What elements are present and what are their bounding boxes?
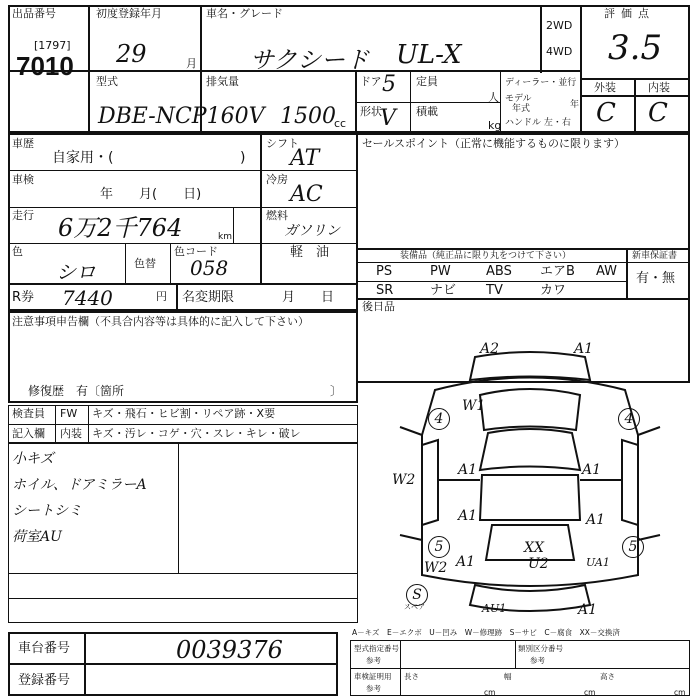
fuel-diesel: 軽 油	[290, 245, 330, 260]
color-value: シロ	[56, 260, 96, 284]
damage-mark: A1	[458, 462, 478, 478]
damage-mark: S	[406, 584, 428, 606]
door-label: ドア	[360, 75, 382, 88]
interior-value: C	[648, 98, 668, 128]
damage-mark: A1	[456, 554, 476, 570]
first-reg-month: 月	[186, 57, 197, 70]
equipment-item: SR	[376, 283, 394, 298]
spare-label: スペア	[404, 603, 425, 611]
ac-label: 冷房	[266, 173, 288, 186]
fw-label: FW	[60, 407, 78, 420]
history-value: 自家用・(	[52, 150, 114, 166]
name-change-value: 月 日	[282, 290, 335, 305]
length-label: 長さ	[404, 672, 419, 681]
inspector-note: 小キズ	[12, 451, 54, 467]
hood	[480, 389, 580, 430]
interior-label: 内装	[648, 81, 670, 94]
model-label: 型式	[96, 75, 118, 88]
name-change-label: 名変期限	[182, 290, 235, 305]
damage-mark: A1	[582, 462, 602, 478]
category-label: 類別区分番号	[518, 644, 563, 653]
after-market-label: 後日品	[362, 300, 395, 313]
length-cm: cm	[484, 688, 496, 697]
model-year-unit: 年	[570, 100, 580, 110]
recycle-label: R券	[12, 290, 35, 305]
height-label: 高さ	[600, 672, 615, 681]
load-unit: kg	[488, 119, 502, 132]
damage-mark: 5	[622, 536, 644, 558]
damage-mark: A2	[480, 341, 500, 357]
damage-mark: UA1	[586, 556, 610, 569]
damage-mark: U2	[528, 556, 549, 572]
color-label: 色	[12, 245, 23, 258]
mileage-label: 走行	[12, 209, 34, 222]
dealer-label: ディーラー・並行	[505, 78, 577, 88]
inspector-note: ホイル、ドアミラーA	[12, 477, 147, 493]
car-damage-diagram	[380, 335, 680, 625]
equipment-item: カワ	[540, 283, 567, 298]
exterior-label: 外装	[594, 81, 616, 94]
designated-label: 型式指定番号	[354, 644, 399, 653]
height-cm: cm	[674, 688, 686, 697]
damage-mark: W1	[462, 398, 486, 414]
lot-label: 出品番号	[12, 7, 56, 20]
inspector-label1: 検査員	[12, 407, 45, 420]
mileage-value: 6万2千764	[58, 214, 183, 242]
history-close: )	[240, 150, 246, 166]
damage-legend: A－キズ E－エクボ U－凹み W－修理跡 S－サビ C－腐食 XX－交換済	[352, 628, 620, 637]
equipment-item: AW	[596, 264, 618, 279]
damage-mark: A1	[586, 512, 606, 528]
reg-label: 登録番号	[18, 673, 71, 688]
inspector-note: シートシミ	[12, 503, 82, 519]
exterior-value: C	[596, 98, 616, 128]
designated-ref: 参考	[366, 656, 381, 665]
damage-mark: A1	[574, 341, 594, 357]
car-name-value: サクシード	[250, 46, 370, 74]
score-value: 3.5	[608, 28, 663, 68]
windshield	[480, 429, 580, 470]
equipment-item: エアB	[540, 264, 575, 279]
equipment-item: TV	[486, 283, 503, 298]
category-ref: 参考	[530, 656, 545, 665]
drive-2wd: 2WD	[546, 19, 573, 32]
model-year-label1: モデル	[505, 94, 532, 104]
remarks-label: 注意事項申告欄（不具合内容等は具体的に記入して下さい）	[12, 315, 309, 328]
cert-ref: 参考	[366, 684, 381, 693]
inspection-value: 年 月( 日)	[100, 187, 202, 202]
equipment-item: PS	[376, 264, 393, 279]
inspector-label2: 記入欄	[12, 427, 45, 440]
fuel-label: 燃料	[266, 209, 288, 222]
chassis-label: 車台番号	[18, 641, 71, 656]
damage-mark: A1	[458, 508, 478, 524]
displacement-unit: cc	[334, 117, 347, 130]
damage-mark: XX	[524, 540, 544, 556]
recycle-unit: 円	[156, 290, 167, 303]
width-cm: cm	[584, 688, 596, 697]
shape-value: V	[380, 106, 396, 131]
damage-mark: AU1	[482, 602, 507, 615]
lot-number: 7010	[16, 51, 74, 81]
roof	[480, 475, 580, 520]
cert-label: 車検証明用	[354, 672, 392, 681]
model-year-label2: 年式	[512, 104, 531, 114]
capacity-unit: 人	[488, 91, 499, 104]
interior-check-text: キズ・汚レ・コゲ・穴・スレ・キレ・破レ	[92, 427, 301, 440]
score-label: 評価点	[604, 7, 655, 20]
inspection-label: 車検	[12, 173, 34, 186]
sales-point-label: セールスポイント（正常に機能するものに限ります）	[362, 137, 626, 150]
mileage-unit: km	[218, 232, 232, 242]
color-code-value: 058	[190, 256, 229, 280]
repair-label: 修復歴 有〔箇所	[28, 384, 125, 398]
history-label: 車歴	[12, 137, 34, 150]
equipment-item: ナビ	[430, 283, 457, 298]
drive-4wd: 4WD	[546, 45, 573, 58]
warranty-value: 有・無	[636, 271, 676, 286]
fw-text: キズ・飛石・ヒビ割・リペア跡・X要	[92, 407, 276, 420]
damage-mark: 4	[428, 408, 450, 430]
width-label: 幅	[504, 672, 512, 681]
color-code-label: 色コード	[174, 245, 218, 258]
damage-mark: W2	[424, 560, 448, 576]
lot-bracket: [1797]	[34, 39, 71, 52]
capacity-label: 定員	[416, 75, 438, 88]
door-value: 5	[382, 72, 396, 97]
grade-value: UL-X	[396, 40, 462, 70]
damage-mark: W2	[392, 472, 416, 488]
chassis-value: 0039376	[176, 636, 283, 664]
equipment-label: 装備品（純正品に限り丸をつけて下さい）	[400, 251, 572, 261]
shape-label: 形状	[360, 105, 382, 118]
model-value: DBE-NCP160V	[98, 104, 265, 129]
first-reg-label: 初度登録年月	[96, 7, 162, 20]
inspector-note: 荷室AU	[12, 529, 62, 545]
recycle-value: 7440	[62, 286, 113, 310]
equipment-item: PW	[430, 264, 451, 279]
damage-mark: A1	[578, 602, 598, 618]
displacement-value: 1500	[280, 104, 336, 129]
equipment-item: ABS	[486, 264, 512, 279]
shift-label: シフト	[266, 137, 299, 150]
warranty-label: 新車保証書	[632, 251, 678, 261]
car-name-label: 車名・グレード	[206, 7, 283, 20]
handle-label: ハンドル 左・右	[505, 118, 571, 128]
shift-value: AT	[290, 146, 320, 171]
repair-close: 〕	[330, 384, 343, 398]
first-reg-value: 29	[116, 40, 147, 68]
displacement-label: 排気量	[206, 75, 239, 88]
fuel-gas: ガソリン	[284, 223, 340, 239]
load-label: 積載	[416, 105, 438, 118]
damage-mark: 4	[618, 408, 640, 430]
interior-check-label: 内装	[60, 427, 82, 440]
ac-value: AC	[290, 182, 323, 207]
color-change-label: 色替	[134, 257, 156, 270]
damage-mark: 5	[428, 536, 450, 558]
